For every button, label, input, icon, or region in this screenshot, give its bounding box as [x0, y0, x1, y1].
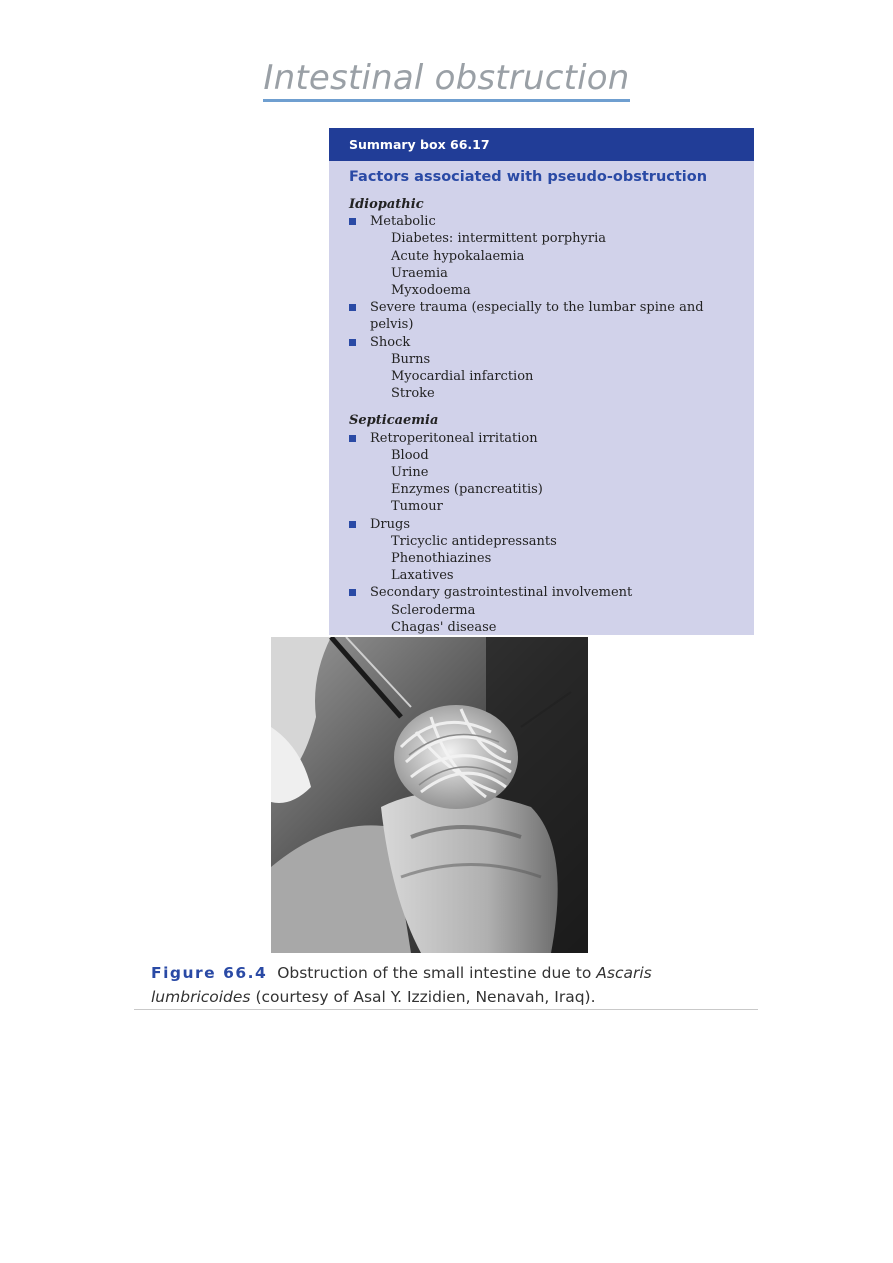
page-divider [134, 1009, 758, 1010]
sub-list-item: Tricyclic antidepressants [391, 533, 557, 549]
list-item-label: Drugs [370, 516, 411, 532]
sub-list-item: Chagas' disease [391, 619, 497, 635]
sub-list [370, 447, 742, 516]
list-item-label: Severe trauma (especially to the lumbar spine and pelvis) [370, 300, 704, 333]
sub-list-item: Tumour [391, 499, 443, 515]
caption-credit: (courtesy of Asal Y. Izzidien, Nenavah, Iraq). [255, 988, 596, 1006]
sub-list-item: Diabetes: intermittent porphyria [391, 231, 606, 247]
list-item [349, 584, 742, 636]
sub-list-item: Scleroderma [391, 602, 476, 618]
sub-list-item: Acute hypokalaemia [391, 248, 525, 264]
summary-box [329, 128, 754, 635]
figure-photo [271, 637, 588, 953]
sub-list [370, 230, 742, 299]
bullet-square-icon [349, 435, 356, 442]
sub-list-item: Enzymes (pancreatitis) [391, 482, 543, 498]
list-item-label: Secondary gastrointestinal involvement [370, 585, 633, 601]
summary-box-title: Factors associated with pseudo-obstruction [349, 169, 708, 185]
list-item [349, 334, 742, 403]
ascaris-photo-illustration [271, 637, 588, 953]
summary-box-header: Summary box 66.17 [329, 128, 754, 161]
caption-text: Obstruction of the small intestine due to [277, 964, 592, 982]
summary-groups [349, 196, 742, 636]
list-item [349, 213, 742, 299]
sub-list-item: Urine [391, 465, 429, 481]
bullet-square-icon [349, 521, 356, 528]
list-item-label: Retroperitoneal irritation [370, 430, 538, 446]
sub-list-item: Burns [391, 351, 431, 367]
group-heading: Septicaemia [349, 413, 439, 429]
bullet-square-icon [349, 304, 356, 311]
caption-species: Ascaris lumbricoides [151, 964, 652, 1006]
sub-list [370, 533, 742, 585]
sub-list-item: Stroke [391, 386, 435, 402]
group-heading: Idiopathic [349, 197, 424, 212]
list-item [349, 430, 742, 516]
bullet-square-icon [349, 339, 356, 346]
figure-label: Figure 66.4 [151, 964, 268, 982]
list-item-label: Shock [370, 334, 411, 350]
list-item [349, 299, 742, 333]
list-item [349, 516, 742, 585]
sub-list-item: Phenothiazines [391, 551, 492, 567]
summary-box-body [329, 161, 754, 636]
sub-list-item: Laxatives [391, 568, 454, 584]
group-list [349, 213, 742, 402]
sub-list-item: Myxodoema [391, 283, 471, 299]
bullet-square-icon [349, 589, 356, 596]
list-item-label: Metabolic [370, 214, 436, 230]
sub-list-item: Uraemia [391, 265, 448, 281]
bullet-square-icon [349, 218, 356, 225]
sub-list-item: Myocardial infarction [391, 369, 534, 385]
sub-list-item: Blood [391, 447, 429, 463]
group-list [349, 430, 742, 636]
sub-list [370, 602, 742, 636]
sub-list [370, 351, 742, 403]
page-title: Intestinal obstruction [0, 58, 893, 98]
figure-caption [151, 961, 751, 1009]
